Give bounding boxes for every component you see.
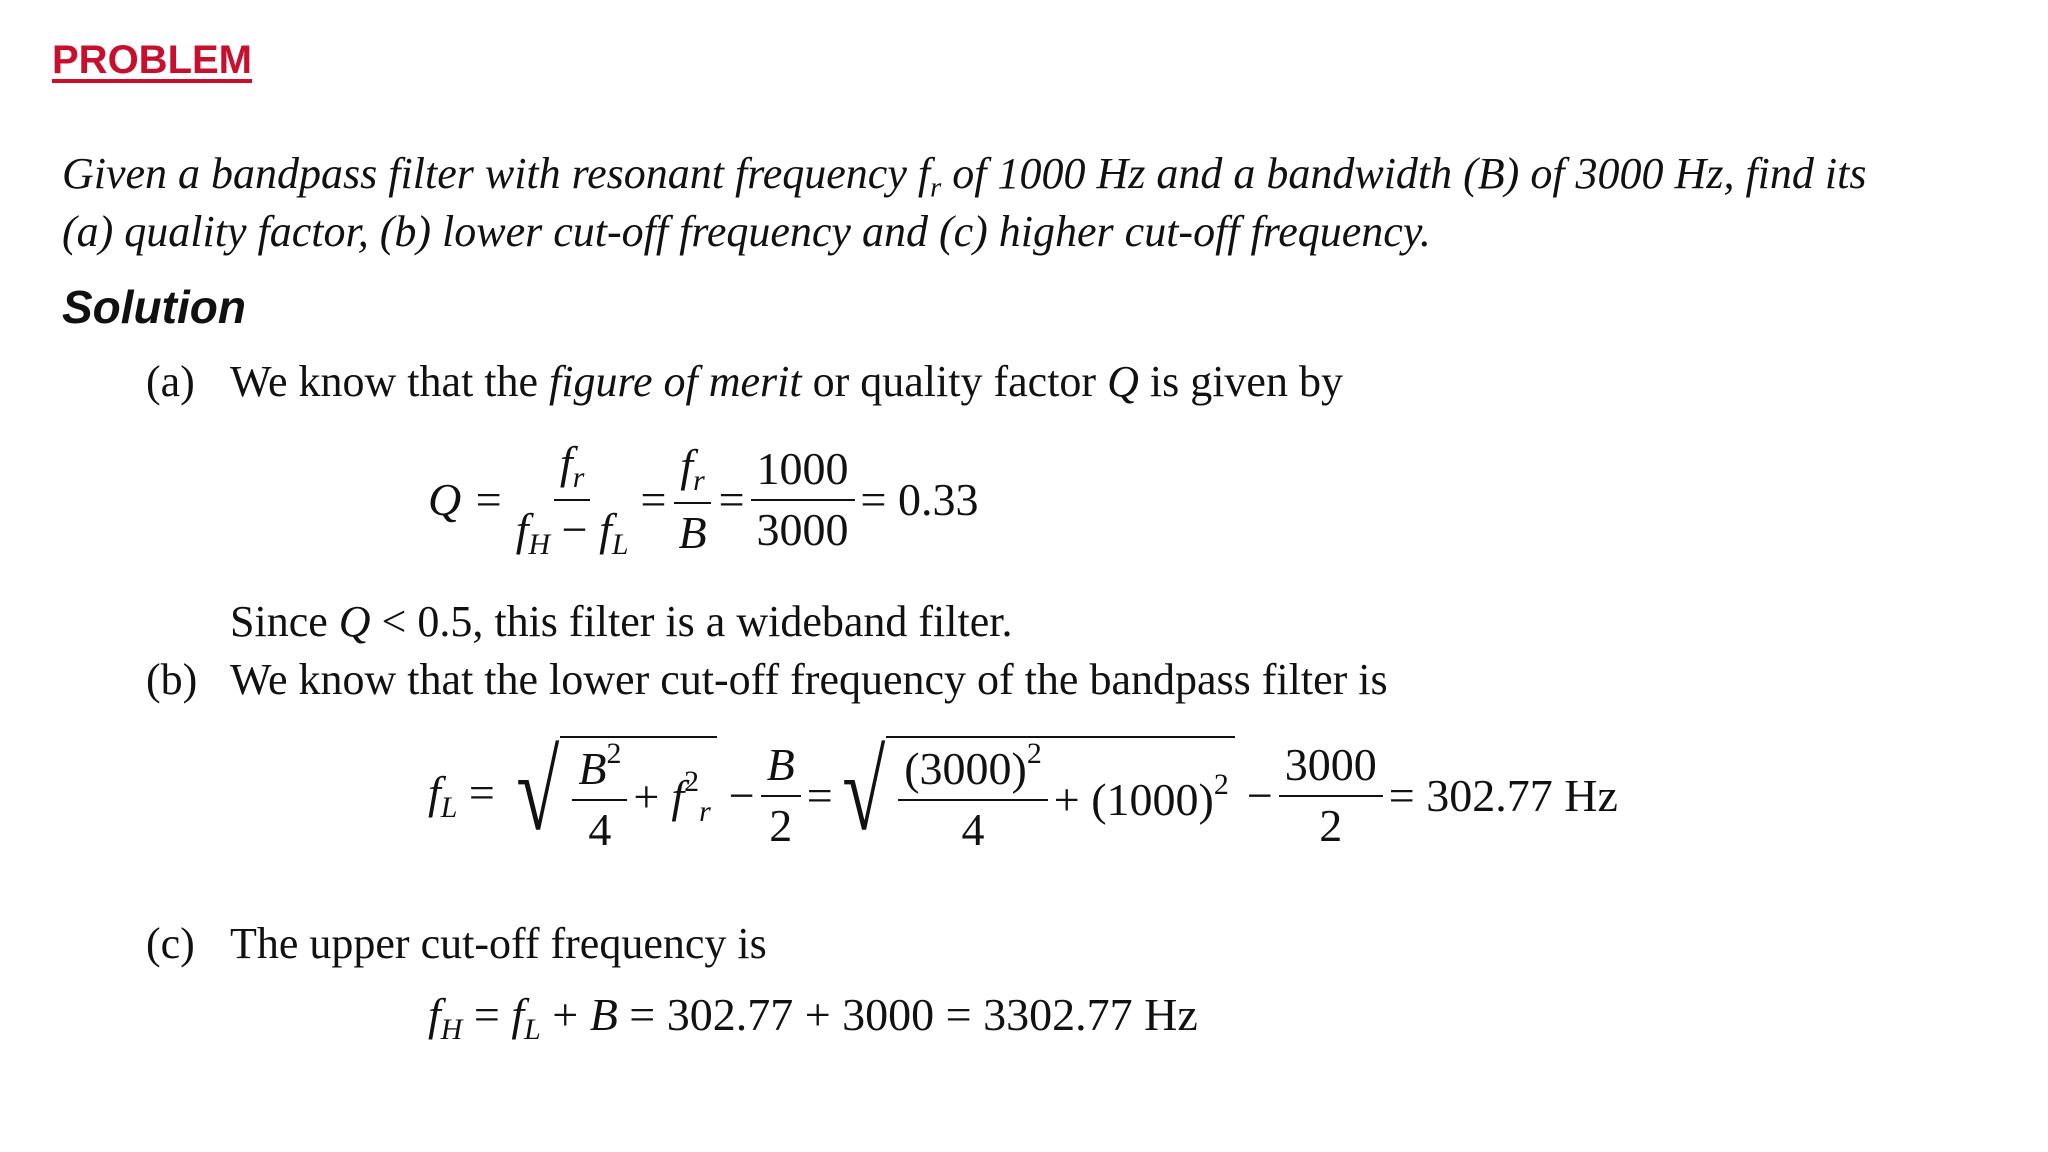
upper-cutoff-equation: $f_H = f_L + B = 302.77 + 3000 = 3302.77$ Hz — [428, 989, 1198, 1046]
lower-cutoff-equation: $f_L$ = √ $\frac{B^2}{4}$ + $f^2_r$ − $\frac{B}{2}$ = √ $\frac{(3000)^2}{4}$ + $(1000)^2$ − $\frac{3000}{2}$ = 302.77 Hz — [428, 730, 1618, 855]
problem-statement-line-1: Given a bandpass filter with resonant frequency $f_r$ of 1000 Hz and a bandwidth (B) of 3000 Hz, find its — [62, 149, 1867, 204]
part-c-text: The upper cut-off frequency is — [230, 919, 767, 968]
problem-statement-line-2: (a) quality factor, (b) lower cut-off frequency and (c) higher cut-off frequency. — [62, 207, 1431, 256]
radical-numeric: √ $\frac{(3000)^2}{4}$ + $(1000)^2$ — [833, 736, 1235, 855]
fraction-fr-over-b: $\frac{f_r}{B}$ — [672, 441, 712, 558]
fraction-1000-over-3000: $\frac{1000}{3000}$ — [751, 444, 855, 555]
part-c-label: (c) — [146, 919, 195, 968]
part-a-text: We know that the figure of merit or quality factor Q is given by — [230, 357, 1343, 406]
quality-factor-equation: Q = $\frac{f_r}{f_H - f_L}$ = $\frac{f_r}{B}$ = $\frac{1000}{3000}$ = 0.33 — [428, 437, 979, 561]
solution-heading: Solution — [62, 281, 246, 333]
part-a-conclusion: Since Q < 0.5, this filter is a wideband filter. — [230, 597, 1013, 646]
radical-symbolic: √ $\frac{B^2}{4}$ + $f^2_r$ — [507, 736, 717, 855]
problem-heading: PROBLEM — [52, 38, 252, 82]
part-b-label: (b) — [146, 655, 198, 704]
part-b-text: We know that the lower cut-off frequency of the bandpass filter is — [230, 655, 1388, 704]
fraction-fr-over-fh-minus-fl: $\frac{f_r}{f_H - f_L}$ — [515, 437, 629, 561]
part-a-label: (a) — [146, 357, 195, 406]
